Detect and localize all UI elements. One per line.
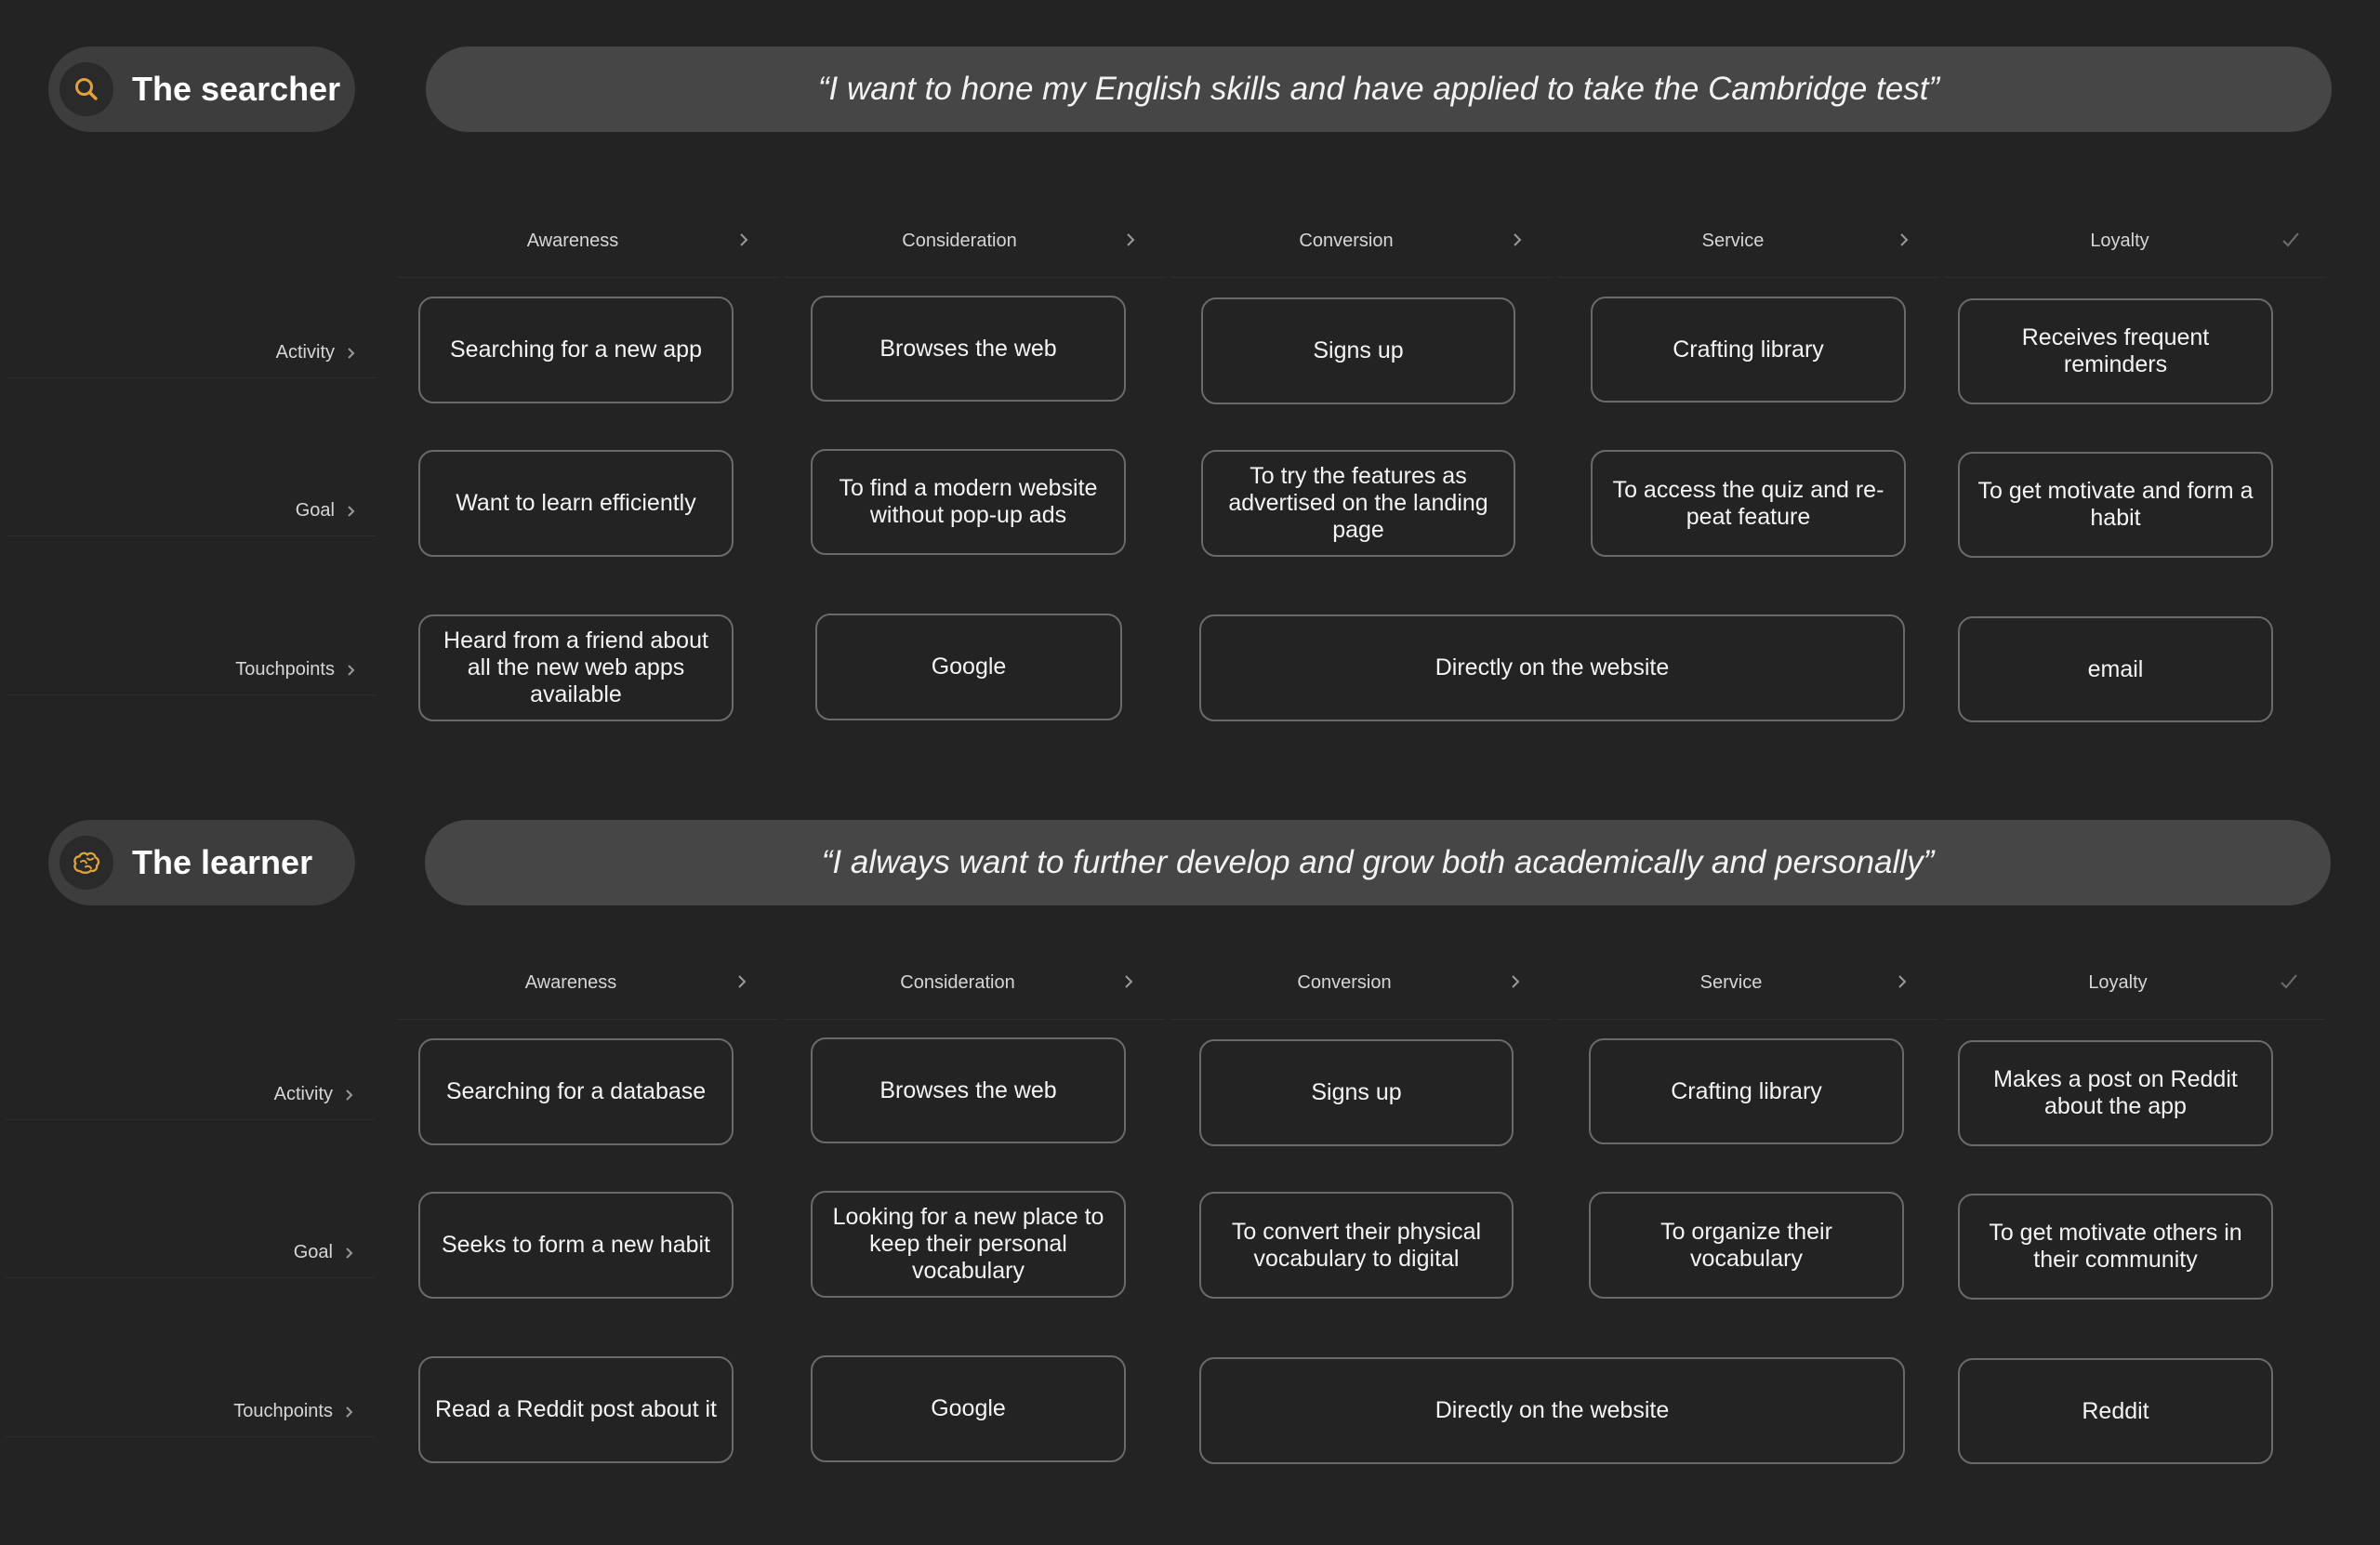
- row-label-touchpoints: [7, 648, 376, 695]
- goal-card: To organize their vocabulary: [1589, 1192, 1904, 1299]
- stage-loyalty: [1945, 212, 2326, 278]
- checkmark-icon: [2280, 229, 2302, 251]
- goal-card: Looking for a new place to keep their personal vocabulary: [811, 1191, 1126, 1298]
- row-label-touchpoints: [6, 1390, 374, 1437]
- chevron-right-icon: [340, 1403, 359, 1421]
- chevron-right-icon: [731, 971, 753, 993]
- stage-label: Loyalty: [2088, 972, 2148, 993]
- stage-label: Awareness: [526, 231, 619, 251]
- row-label-goal: [7, 489, 376, 536]
- stage-header-row: [396, 954, 2360, 1019]
- touchpoint-card: Directly on the website: [1199, 1357, 1905, 1464]
- activity-card: Crafting library: [1589, 1038, 1904, 1144]
- row-label-goal: [6, 1231, 374, 1278]
- persona-name: The learner: [132, 843, 313, 881]
- journey-section-learner: [0, 773, 2380, 1545]
- activity-card: Receives frequent reminders: [1958, 298, 2273, 404]
- row-label-text: Goal: [293, 1242, 333, 1262]
- chevron-right-icon: [1119, 229, 1142, 251]
- stage-service: [1556, 954, 1937, 1020]
- activity-card: Browses the web: [811, 296, 1126, 402]
- stage-service: [1558, 212, 1939, 278]
- chevron-right-icon: [342, 344, 361, 363]
- goal-card: To access the quiz and re-peat feature: [1591, 450, 1906, 557]
- goal-card: Want to learn efficiently: [418, 450, 734, 557]
- stage-label: Conversion: [1297, 972, 1392, 993]
- activity-card: Signs up: [1201, 297, 1515, 404]
- row-label-text: Activity: [275, 342, 335, 363]
- goal-card: To try the features as advertised on the landing page: [1201, 450, 1515, 557]
- touchpoint-card: Heard from a friend about all the new web apps available: [418, 614, 734, 721]
- stage-label: Consideration: [900, 972, 1015, 993]
- persona-name: The searcher: [132, 70, 341, 108]
- activity-card: Browses the web: [811, 1037, 1126, 1143]
- chevron-right-icon: [1893, 229, 1915, 251]
- stage-awareness: [398, 212, 779, 278]
- goal-card: To get motivate and form a habit: [1958, 452, 2273, 558]
- touchpoint-card: Google: [815, 614, 1122, 720]
- row-label-text: Activity: [273, 1084, 333, 1104]
- goal-card: Seeks to form a new habit: [418, 1192, 734, 1299]
- chevron-right-icon: [1117, 971, 1140, 993]
- touchpoint-card: email: [1958, 616, 2273, 722]
- stage-label: Service: [1699, 972, 1763, 993]
- row-label-text: Touchpoints: [233, 1401, 333, 1421]
- stage-label: Consideration: [902, 231, 1017, 251]
- stage-label: Conversion: [1299, 231, 1394, 251]
- stage-consideration: [785, 212, 1166, 278]
- activity-card: Makes a post on Reddit about the app: [1958, 1040, 2273, 1146]
- touchpoint-card: Read a Reddit post about it: [418, 1356, 734, 1463]
- activity-card: Searching for a new app: [418, 297, 734, 403]
- goal-card: To find a modern website without pop-up ads: [811, 449, 1126, 555]
- stage-label: Service: [1701, 231, 1765, 251]
- persona-pill: [48, 820, 355, 905]
- stage-header-row: [398, 212, 2361, 277]
- stage-label: Awareness: [524, 972, 617, 993]
- stage-awareness: [396, 954, 777, 1020]
- touchpoint-card: Google: [811, 1355, 1126, 1462]
- row-label-text: Goal: [295, 500, 335, 521]
- chevron-right-icon: [342, 661, 361, 680]
- stage-conversion: [1171, 212, 1553, 278]
- goal-card: To get motivate others in their community: [1958, 1194, 2273, 1300]
- chevron-right-icon: [1506, 229, 1528, 251]
- persona-pill: [48, 46, 355, 132]
- chevron-right-icon: [340, 1086, 359, 1104]
- checkmark-icon: [2278, 971, 2300, 993]
- chevron-right-icon: [733, 229, 755, 251]
- journey-section-searcher: [0, 0, 2380, 772]
- touchpoint-card: Reddit: [1958, 1358, 2273, 1464]
- persona-quote: “I want to hone my English skills and have applied to take the Cambridge test”: [426, 46, 2332, 132]
- chevron-right-icon: [342, 502, 361, 521]
- chevron-right-icon: [1504, 971, 1527, 993]
- activity-card: Signs up: [1199, 1039, 1514, 1146]
- touchpoint-card: Directly on the website: [1199, 614, 1905, 721]
- stage-loyalty: [1943, 954, 2324, 1020]
- persona-quote: “I always want to further develop and grow both academically and personally”: [425, 820, 2331, 905]
- brain-icon: [60, 836, 113, 890]
- activity-card: Crafting library: [1591, 297, 1906, 403]
- chevron-right-icon: [1891, 971, 1913, 993]
- goal-card: To convert their physical vocabulary to digital: [1199, 1192, 1514, 1299]
- row-label-activity: [7, 331, 376, 378]
- stage-conversion: [1170, 954, 1551, 1020]
- row-label-text: Touchpoints: [235, 659, 335, 680]
- search-icon: [60, 62, 113, 116]
- activity-card: Searching for a database: [418, 1038, 734, 1145]
- stage-consideration: [783, 954, 1164, 1020]
- stage-label: Loyalty: [2090, 231, 2149, 251]
- row-label-activity: [6, 1073, 374, 1120]
- chevron-right-icon: [340, 1244, 359, 1262]
